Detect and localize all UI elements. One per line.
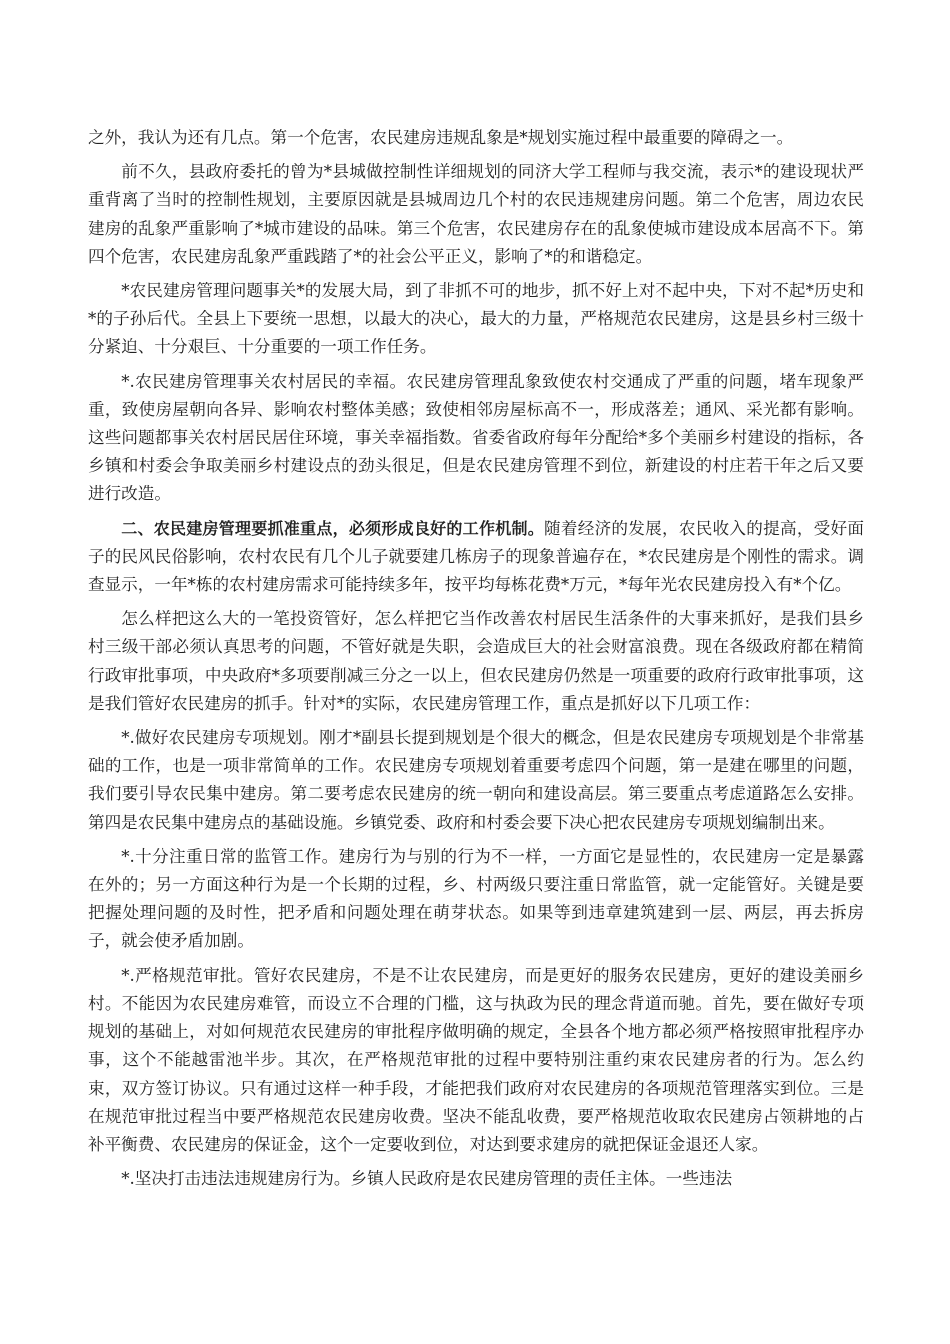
paragraph-3: [88, 277, 864, 362]
paragraph-text: *.农民建房管理事关农村居民的幸福。农民建房管理乱象致使农村交通成了严重的问题，堵车现象严重，致使房屋朝向各异、影响农村整体美感；致使相邻房屋标高不一，形成落差；通风、采光都有影响。这些问题都事关农村居民居住环境，事关幸福指数。省委省政府每年分配给*多个美丽乡村建设的指标，各乡镇和村委会争取美丽乡村建设点的劲头很足，但是农民建房管理不到位，新建设的村庄若干年之后又要进行改造。: [88, 371, 864, 504]
paragraph-1: [88, 124, 864, 152]
paragraph-9: [88, 962, 864, 1159]
paragraph-7: [88, 724, 864, 837]
paragraph-8: [88, 843, 864, 956]
paragraph-text: 之外，我认为还有几点。第一个危害，农民建房违规乱象是*规划实施过程中最重要的障碍之一。: [88, 128, 794, 147]
paragraph-text: *.坚决打击违法违规建房行为。乡镇人民政府是农民建房管理的责任主体。一些违法: [121, 1169, 733, 1189]
paragraph-2: [88, 158, 864, 271]
paragraph-6: [88, 605, 864, 718]
paragraph-text: 前不久，县政府委托的曾为*县城做控制性详细规划的同济大学工程师与我交流，表示*的建设现状严重背离了当时的控制性规划，主要原因就是县城周边几个村的农民违规建房问题。第二个危害，周边农民建房的乱象严重影响了*城市建设的品味。第三个危害，农民建房存在的乱象使城市建设成本居高不下。第四个危害，农民建房乱象严重践踏了*的社会公平正义，影响了*的和谐稳定。: [88, 162, 864, 266]
paragraph-text: *.十分注重日常的监管工作。建房行为与别的行为不一样，一方面它是显性的，农民建房一定是暴露在外的；另一方面这种行为是一个长期的过程，乡、村两级只要注重日常监管，就一定能管好。关键是要把握处理问题的及时性，把矛盾和问题处理在萌芽状态。如果等到违章建筑建到一层、两层，再去拆房子，就会使矛盾加剧。: [88, 846, 864, 951]
paragraph-text: *.严格规范审批。管好农民建房，不是不让农民建房，而是更好的服务农民建房，更好的建设美丽乡村。不能因为农民建房难管，而设立不合理的门槛，这与执政为民的理念背道而驰。首先，要在做好专项规划的基础上，对如何规范农民建房的审批程序做明确的规定，全县各个地方都必须严格按照审批程序办事，这个不能越雷池半步。其次，在严格规范审批的过程中要特别注重约束农民建房者的行为。怎么约束，双方签订协议。只有通过这样一种手段，才能把我们政府对农民建房的各项规范管理落实到位。三是在规范审批过程当中要严格规范农民建房收费。坚决不能乱收费，要严格规范收取农民建房占领耕地的占补平衡费、农民建房的保证金，这个一定要收到位，对达到要求建房的就把保证金退还人家。: [88, 965, 864, 1154]
paragraph-10: [88, 1165, 864, 1193]
paragraph-text: 怎么样把这么大的一笔投资管好，怎么样把它当作改善农村居民生活条件的大事来抓好，是我们县乡村三级干部必须认真思考的问题，不管好就是失职，会造成巨大的社会财富浪费。现在各级政府都在精简行政审批事项，中央政府*多项要削减三分之一以上，但农民建房仍然是一项重要的政府行政审批事项，这是我们管好农民建房的抓手。针对*的实际，农民建房管理工作，重点是抓好以下几项工作：: [88, 609, 864, 713]
paragraph-4: [88, 368, 864, 509]
paragraph-text: *农民建房管理问题事关*的发展大局，到了非抓不可的地步，抓不好上对不起中央，下对不起*历史和*的子孙后代。全县上下要统一思想，以最大的决心，最大的力量，严格规范农民建房，这是县乡村三级十分紧迫、十分艰巨、十分重要的一项工作任务。: [88, 281, 864, 357]
paragraph-5: [88, 515, 864, 600]
paragraph-text: 随着经济的发展，农民收入的提高，受好面子的民风民俗影响，农村农民有几个儿子就要建几栋房子的现象普遍存在，*农民建房是个刚性的需求。调查显示，一年*栋的农村建房需求可能持续多年，按平均每栋花费*万元，*每年光农民建房投入有*个亿。: [88, 518, 864, 595]
document-page: [88, 124, 864, 1199]
section-heading: 二、农民建房管理要抓准重点，必须形成良好的工作机制。: [121, 518, 544, 538]
paragraph-text: *.做好农民建房专项规划。刚才*副县长提到规划是个很大的概念，但是农民建房专项规划是个非常基础的工作，也是一项非常简单的工作。农民建房专项规划着重要考虑四个问题，第一是建在哪里的问题，我们要引导农民集中建房。第二要考虑农民建房的统一朝向和建设高层。第三要重点考虑道路怎么安排。第四是农民集中建房点的基础设施。乡镇党委、政府和村委会要下决心把农民建房专项规划编制出来。: [88, 728, 864, 832]
